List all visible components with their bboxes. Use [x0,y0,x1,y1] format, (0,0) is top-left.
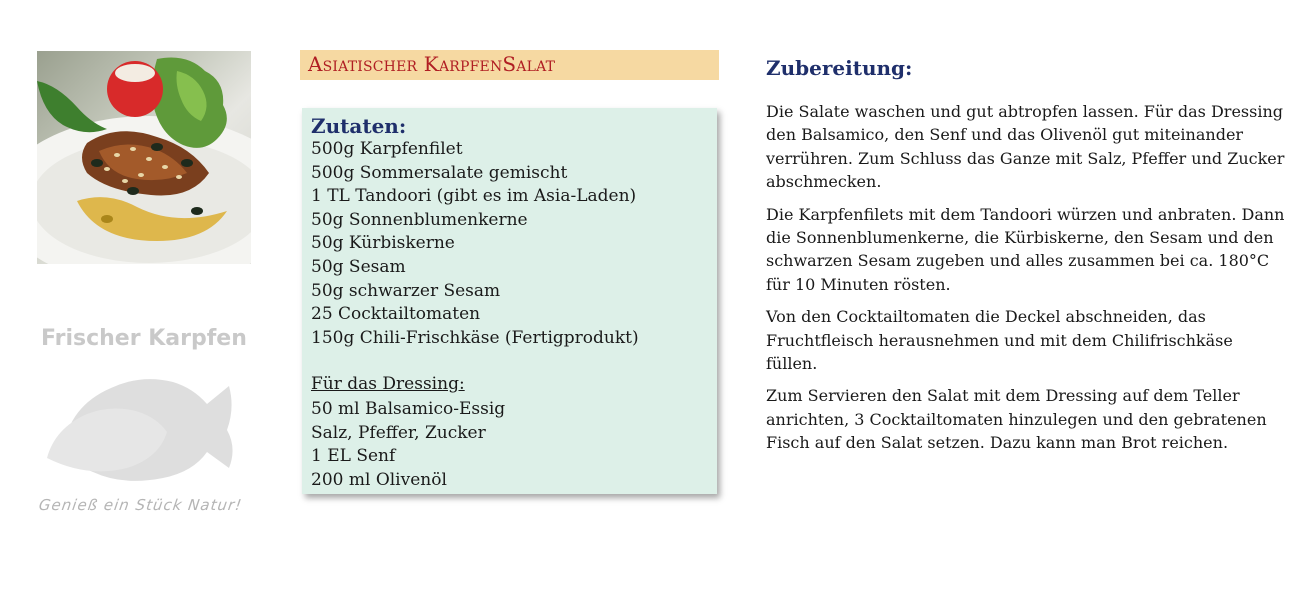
preparation-paragraph: Zum Servieren den Salat mit dem Dressing auf dem Teller anrichten, 3 Cocktailtomaten hinzulegen und den gebratenen Fisch auf den Salat setzen. Dazu kann man Brot reichen. [766,386,1267,453]
brand-title: Frischer Karpfen [41,326,247,351]
ingredient-item: 50g Kürbiskerne [311,233,455,254]
dressing-heading: Für das Dressing: [311,374,465,394]
ingredients-list [311,138,639,350]
carp-fish-icon [43,358,243,493]
preparation-text [766,100,1286,464]
dressing-item: 200 ml Olivenöl [311,469,447,490]
dressing-item: Salz, Pfeffer, Zucker [311,422,486,443]
brand-slogan: Genieß ein Stück Natur! [37,496,244,514]
recipe-title-bar [300,50,719,80]
preparation-paragraph: Die Salate waschen und gut abtropfen lassen. Für das Dressing den Balsamico, den Senf und das Olivenöl gut miteinander verrühren. Zum Schluss das Ganze mit Salz, Pfeffer und Zucker abschmecken. [766,102,1285,192]
ingredients-heading: Zutaten: [311,114,407,138]
ingredient-item: 50g Sesam [311,256,406,277]
dressing-item: 50 ml Balsamico-Essig [311,399,506,419]
ingredient-item: 1 TL Tandoori (gibt es im Asia-Laden) [311,186,637,207]
dressing-list [311,398,505,492]
preparation-heading: Zubereitung: [766,56,913,80]
ingredient-item: 150g Chili-Frischkäse (Fertigprodukt) [311,327,639,348]
dish-photo [37,51,251,264]
ingredient-item: 25 Cocktailtomaten [311,304,481,325]
dressing-item: 1 EL Senf [311,446,396,467]
ingredient-item: 500g Sommersalate gemischt [311,162,568,183]
brand-logo [37,322,251,522]
ingredient-item: 50g Sonnenblumenkerne [311,209,528,230]
preparation-paragraph: Von den Cocktailtomaten die Deckel abschneiden, das Fruchtfleisch herausnehmen und mit dem Chilifrischkäse füllen. [766,307,1233,374]
preparation-paragraph: Die Karpfenfilets mit dem Tandoori würzen und anbraten. Dann die Sonnenblumenkerne, die Kürbiskerne, den Sesam und den schwarzen Sesam zugeben und alles zusammen bei ca. 180°C für 10 Minuten rösten. [766,204,1285,294]
dish-illustration [37,51,251,264]
ingredients-box [302,108,717,494]
ingredient-item: 500g Karpfenfilet [311,139,463,159]
ingredient-item: 50g schwarzer Sesam [311,280,501,301]
recipe-title: Asiatischer KarpfenSalat [308,52,556,76]
